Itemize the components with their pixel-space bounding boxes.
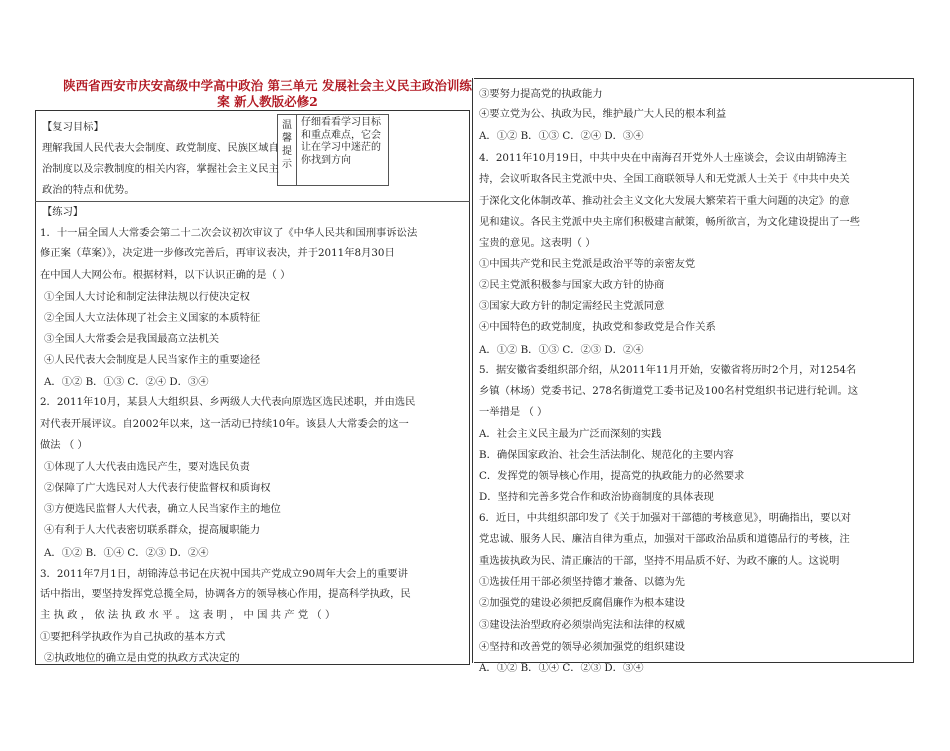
text-line: ④人民代表大会制度是人民当家作主的重要途径 <box>44 354 261 366</box>
text-line: 党忠诚、服务人民、廉洁自律为重点，加强对干部政治品质和道德品行的考核，注 <box>479 533 850 545</box>
left-divider <box>35 201 470 202</box>
text-line: 主 执 政 ， 依 法 执 政 水 平 。 这 表 明 ， 中 国 共 产 党 （ ） <box>40 609 336 621</box>
text-line: A．社会主义民主最为广泛而深刻的实践 <box>479 428 662 440</box>
text-line: 乡镇（林场）党委书记、278名街道党工委书记及100名村党组织书记进行轮训。这 <box>479 385 859 397</box>
document-title <box>60 78 475 110</box>
text-line: A．①② B．①③ C．②③ D．②④ <box>479 344 644 356</box>
text-line: 宝贵的意见。这表明（ ） <box>479 237 596 249</box>
text-line: ③全国人大常委会是我国最高立法机关 <box>44 333 220 345</box>
text-line: 于深化文化体制改革、推动社会主义文化大发展大繁荣若干重大问题的决定》的意 <box>479 195 850 207</box>
text-line: C．发挥党的领导核心作用，提高党的执政能力的必然要求 <box>479 470 745 482</box>
text-line: 2．2011年10月，某县人大组织县、乡两级人大代表向原选区选民述职，并由选民 <box>40 396 416 408</box>
tip-char: 温 <box>282 120 292 131</box>
text-line: 政治的特点和优势。 <box>42 184 135 196</box>
text-line: ③要努力提高党的执政能力 <box>479 88 603 100</box>
text-line: ④中国特色的政党制度，执政党和参政党是合作关系 <box>479 321 716 333</box>
text-line: 重选拔执政为民、清正廉洁的干部，坚持不用品质不好、为政不廉的人。这说明 <box>479 555 840 567</box>
text-line: ③建设法治型政府必须崇尚宪法和法律的权威 <box>479 619 685 631</box>
text-line: 5．据安徽省委组织部介绍，从2011年11月开始，安徽省将历时2个月，对1254名 <box>479 364 857 376</box>
title-line-1: 陕西省西安市庆安高级中学高中政治 第三单元 发展社会主义民主政治训练 <box>63 78 472 93</box>
text-line: 话中指出，要坚持发挥党总揽全局，协调各方的领导核心作用，提高科学执政，民 <box>40 588 411 600</box>
text-line: 一举措是 （ ） <box>479 406 548 418</box>
text-line: 持，会议听取各民主党派中央、全国工商联领导人和无党派人士关于《中共中央关 <box>479 173 850 185</box>
text-line: 在中国人大网公布。根据材料，以下认识正确的是（ ） <box>40 269 291 281</box>
text-line: D．坚持和完善多党合作和政治协商制度的具体表现 <box>479 491 714 503</box>
tip-label <box>278 115 297 185</box>
text-line: ④要立党为公、执政为民，维护最广大人民的根本利益 <box>479 108 727 120</box>
text-line: ①要把科学执政作为自己执政的基本方式 <box>40 631 226 643</box>
text-line: ①体现了人大代表由选民产生，要对选民负责 <box>44 461 250 473</box>
text-line: ②全国人大立法体现了社会主义国家的本质特征 <box>44 312 261 324</box>
text-line: ④坚持和改善党的领导必须加强党的组织建设 <box>479 641 685 653</box>
text-line: A．①② B．①④ C．②③ D．③④ <box>479 662 644 674</box>
text-line: 【复习目标】 <box>42 121 104 133</box>
tip-char: 提 <box>282 146 292 157</box>
text-line: ③方便选民监督人大代表，确立人民当家作主的地位 <box>44 503 281 515</box>
tip-text: 仔细看看学习目标和重点难点，它会让在学习中迷茫的你找到方向 <box>301 117 381 166</box>
text-line: 做法 （ ） <box>40 439 88 451</box>
text-line: ②民主党派积极参与国家大政方针的协商 <box>479 279 665 291</box>
text-line: 4．2011年10月19日，中共中央在中南海召开党外人士座谈会，会议由胡锦涛主 <box>479 152 847 164</box>
text-line: 1．十一届全国人大常委会第二十二次会议初次审议了《中华人民共和国刑事诉讼法 <box>40 227 418 239</box>
tip-box <box>277 114 389 186</box>
text-line: ①全国人大讨论和制定法律法规以行使决定权 <box>44 291 250 303</box>
text-line: ②执政地位的确立是由党的执政方式决定的 <box>44 652 240 664</box>
text-line: B．确保国家政治、社会生活法制化、规范化的主要内容 <box>479 449 734 461</box>
title-line-2: 案 新人教版必修2 <box>217 94 318 109</box>
text-line: ①选拔任用干部必须坚持德才兼备、以德为先 <box>479 576 685 588</box>
text-line: ③国家大政方针的制定需经民主党派同意 <box>479 300 665 312</box>
text-line: ①中国共产党和民主党派是政治平等的亲密友党 <box>479 258 696 270</box>
text-line: A．①② B．①③ C．②④ D．③④ <box>44 376 209 388</box>
text-line: A．①② B．①④ C．②③ D．②④ <box>44 547 209 559</box>
text-line: 3．2011年7月1日，胡锦涛总书记在庆祝中国共产党成立90周年大会上的重要讲 <box>40 568 408 580</box>
text-line: 修正案（草案）》，决定进一步修改完善后，再审议表决，并于2011年8月30日 <box>40 247 395 259</box>
text-line: A．①② B．①③ C．②④ D．③④ <box>479 130 644 142</box>
tip-char: 馨 <box>282 133 292 144</box>
text-line: 理解我国人民代表大会制度、政党制度、民族区域自 <box>42 142 279 154</box>
text-line: 见和建议。各民主党派中央主席们积极建言献策，畅所欲言，为文化建设提出了一些 <box>479 216 860 228</box>
text-line: ④有利于人大代表密切联系群众，提高履职能力 <box>44 524 261 536</box>
text-line: ②加强党的建设必须把反腐倡廉作为根本建设 <box>479 597 685 609</box>
text-line: ②保障了广大选民对人大代表行使监督权和质询权 <box>44 482 271 494</box>
text-line: 6．近日，中共组织部印发了《关于加强对干部德的考核意见》，明确指出，要以对 <box>479 512 852 524</box>
text-line: 治制度以及宗教制度的相关内容，掌握社会主义民主 <box>42 163 279 175</box>
column-separator <box>472 78 473 663</box>
text-line: 【练习】 <box>42 206 84 218</box>
text-line: 对代表开展评议。自2002年以来，这一活动已持续10年。该县人大常委会的这一 <box>40 418 409 430</box>
tip-char: 示 <box>282 159 292 170</box>
